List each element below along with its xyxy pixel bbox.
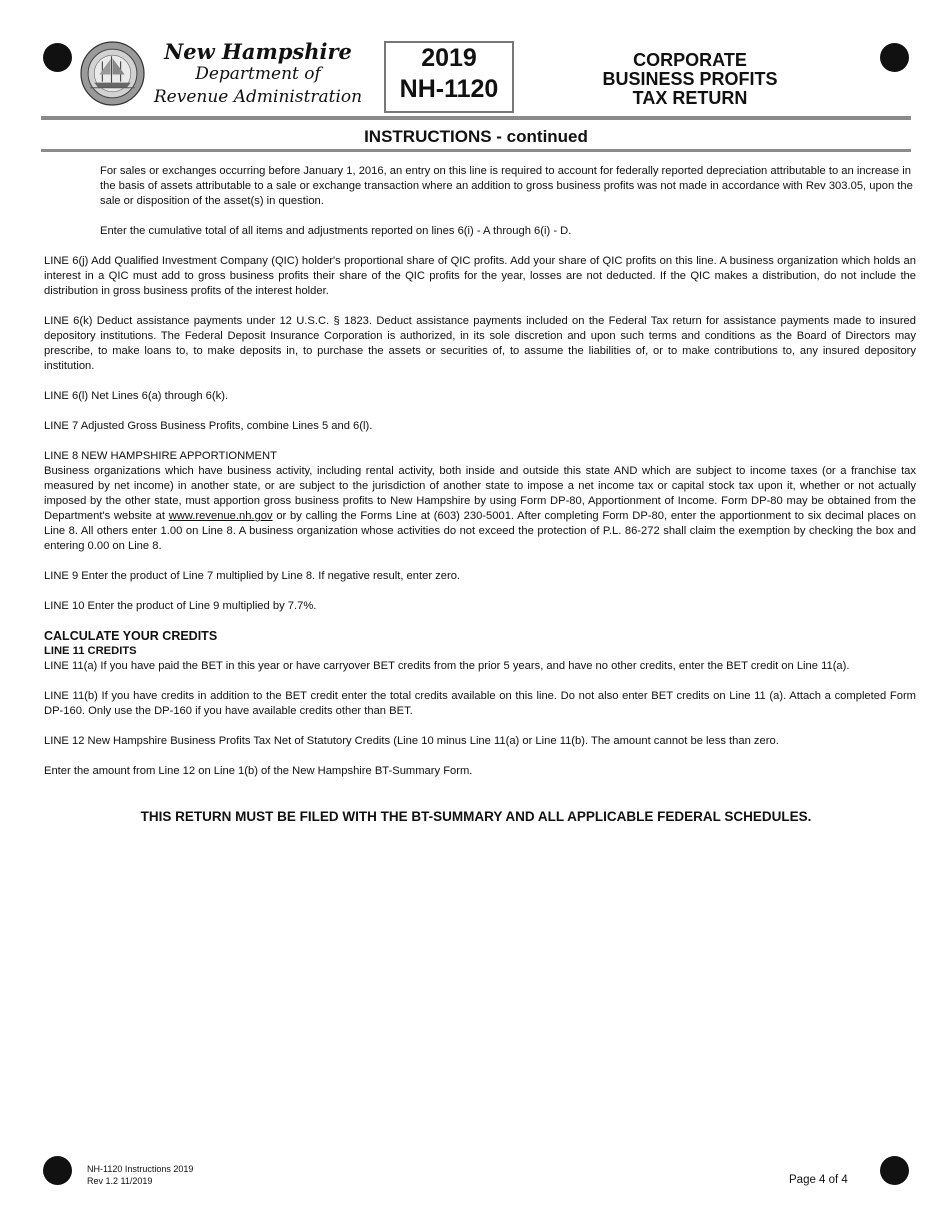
paragraph-line-7: LINE 7 Adjusted Gross Business Profits, combine Lines 5 and 6(l). xyxy=(44,420,373,432)
line-8-text-a: Business organizations which have business activity, including rental activity, both inside and outside this state AND which are subject to income taxes (or a franchise tax measured by net income) in another state, or are subject to the jurisdiction of another state to impose a net income tax or capital stock tax upon it, whether or not actually imposed by the other state, must apportion gross business profits to New Hampshire by using Form DP-80, Apportionment of Income. Form DP-80 may be obtained from the Department's website at xyxy=(44,465,916,522)
paragraph-line-10: LINE 10 Enter the product of Line 9 multiplied by 7.7%. xyxy=(44,600,317,612)
paragraph-line-11b: LINE 11(b) If you have credits in addition to the BET credit enter the total credits available on this line. Do not also enter BET credits on Line 11 (a). Attach a completed Form DP-160. Only use the DP-160 if you have available credits other than BET. xyxy=(44,690,916,717)
paragraph-line-11a: LINE 11(a) If you have paid the BET in this year or have carryover BET credits from the prior 5 years, and have no other credits, enter the BET credit on Line 11(a). xyxy=(44,660,850,672)
paragraph-line-6j: LINE 6(j) Add Qualified Investment Company (QIC) holder's proportional share of QIC profits. Add your share of QIC profits on this line. A business organization which holds an interest in a QIC must add to gross business profits their share of the QIC profits for the year, losses are not deducted. If the QIC makes a distribution, do not include the distribution in gross business profits of the interest holder. xyxy=(44,255,916,297)
footer-form-info xyxy=(87,1163,193,1187)
form-title xyxy=(585,51,795,108)
section-title: INSTRUCTIONS - continued xyxy=(364,127,588,146)
paragraph-line-8 xyxy=(44,464,916,554)
line-11-heading: LINE 11 CREDITS xyxy=(44,645,137,657)
registration-mark-top-left xyxy=(43,43,72,72)
instructions-body xyxy=(44,164,916,794)
agency-name xyxy=(146,40,370,109)
credits-heading: CALCULATE YOUR CREDITS xyxy=(44,629,218,643)
paragraph-line-12-entry: Enter the amount from Line 12 on Line 1(b) of the New Hampshire BT-Summary Form. xyxy=(44,765,473,777)
registration-mark-top-right xyxy=(880,43,909,72)
header-divider-top xyxy=(41,116,911,120)
agency-line-2: Department of xyxy=(195,64,321,84)
page-number: Page 4 of 4 xyxy=(789,1174,848,1186)
registration-mark-bottom-right xyxy=(880,1156,909,1185)
footer-revision: Rev 1.2 11/2019 xyxy=(87,1176,153,1186)
agency-line-1: New Hampshire xyxy=(164,39,352,64)
form-year: 2019 xyxy=(421,44,477,72)
paragraph-cumulative-total: Enter the cumulative total of all items and adjustments reported on lines 6(i) - A through 6(i) - D. xyxy=(100,225,572,237)
paragraph-line-6l: LINE 6(l) Net Lines 6(a) through 6(k). xyxy=(44,390,229,402)
line-8-heading: LINE 8 NEW HAMPSHIRE APPORTIONMENT xyxy=(44,450,277,462)
form-title-line-1: CORPORATE xyxy=(633,50,747,70)
header-divider-bottom xyxy=(41,149,911,152)
footer-form-id: NH-1120 Instructions 2019 xyxy=(87,1164,194,1174)
form-title-line-3: TAX RETURN xyxy=(632,88,748,108)
paragraph-depreciation: For sales or exchanges occurring before January 1, 2016, an entry on this line is required to account for federally reported depreciation attributable to an increase in the basis of assets attributable to a sale or exchange transaction where an addition to gross business profits was not made in accordance with Rev 303.05, upon the sale or disposition of the asset(s) in question. xyxy=(100,165,913,207)
website-link[interactable]: www.revenue.nh.gov xyxy=(168,510,273,522)
state-seal-icon xyxy=(80,41,145,106)
form-id-box xyxy=(384,41,514,113)
paragraph-line-6k: LINE 6(k) Deduct assistance payments under 12 U.S.C. § 1823. Deduct assistance payments included on the Federal Tax return for assistance payments made to insured depository institutions. The Federal Deposit Insurance Corporation is authorized, in its sole discretion and upon such terms and conditions as the Board of Directors may prescribe, to make loans to, to make deposits in, to purchase the assets or securities of, to assume the liabilities of, or to make contributions to, any insured depository institution. xyxy=(44,315,916,372)
form-number: NH-1120 xyxy=(399,75,499,103)
line-8-text-b: or by calling the Forms Line at (603) 230-5001. After completing Form DP-80, enter the apportionment to six decimal places on Line 8. All others enter 1.00 on Line 8. A business organization whose activities do not exceed the protection of P.L. 86-272 shall claim the exemption by checking the box and entering 0.00 on Line 8. xyxy=(44,510,916,552)
form-title-line-2: BUSINESS PROFITS xyxy=(602,69,778,89)
agency-line-3: Revenue Administration xyxy=(153,87,363,107)
paragraph-line-9: LINE 9 Enter the product of Line 7 multiplied by Line 8. If negative result, enter zero. xyxy=(44,570,461,582)
filing-notice: THIS RETURN MUST BE FILED WITH THE BT-SUMMARY AND ALL APPLICABLE FEDERAL SCHEDULES. xyxy=(140,809,812,824)
registration-mark-bottom-left xyxy=(43,1156,72,1185)
paragraph-line-12: LINE 12 New Hampshire Business Profits Tax Net of Statutory Credits (Line 10 minus Line 11(a) or Line 11(b). The amount cannot be less than zero. xyxy=(44,735,779,747)
